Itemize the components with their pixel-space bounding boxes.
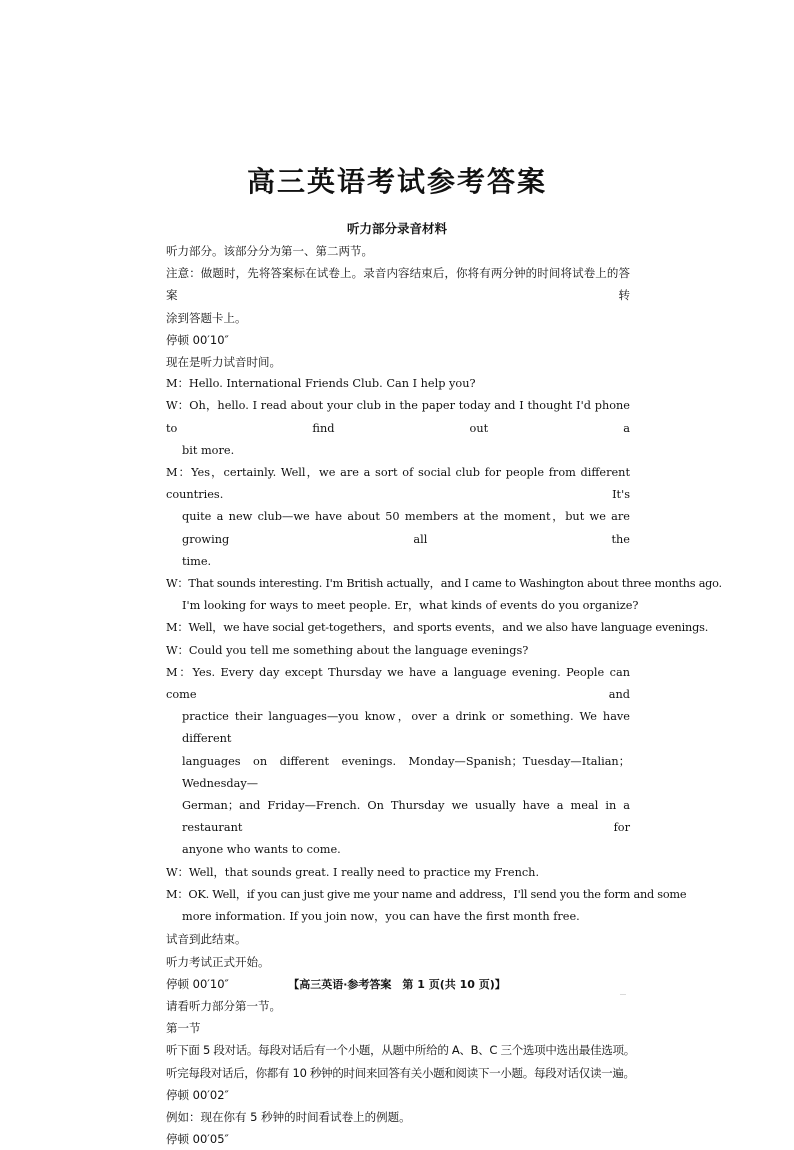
- dialogue-line: W：That sounds interesting. I'm British actually，and I came to Washington about three months ago.: [166, 577, 722, 591]
- page-footer: 【高三英语·参考答案 第 1 页(共 10 页)】: [288, 978, 506, 991]
- dialogue-line: M：Yes，certainly. Well，we are a sort of social club for people from different countries. It's: [166, 466, 630, 502]
- dialogue-line-continued: anyone who wants to come.: [182, 843, 341, 857]
- text-line: 听下面 5 段对话。每段对话后有一个小题，从题中所给的 A、B、C 三个选项中选出最佳选项。: [166, 1043, 635, 1058]
- text-line: 听完每段对话后，你都有 10 秒钟的时间来回答有关小题和阅读下一小题。每段对话仅读一遍。: [166, 1065, 635, 1080]
- dialogue-line-continued: time.: [182, 554, 212, 568]
- dialogue-line: W：Could you tell me something about the language evenings?: [166, 643, 529, 657]
- transcript-body: [166, 240, 722, 1150]
- text-line: 请看听力部分第一节。: [166, 998, 281, 1013]
- section-subtitle: 听力部分录音材料: [346, 221, 447, 236]
- document-title: 高三英语考试参考答案: [246, 165, 547, 198]
- text-line: 现在是听力试音时间。: [166, 355, 281, 370]
- dialogue-line-continued: I'm looking for ways to meet people. Er，what kinds of events do you organize?: [182, 599, 639, 613]
- pause-marker: 停顿 00′10″: [166, 976, 229, 991]
- dialogue-line-continued: bit more.: [182, 443, 235, 457]
- dialogue-line-continued: languages on different evenings. Monday—Spanish；Tuesday—Italian；Wednesday—: [182, 754, 630, 790]
- dialogue-line-continued: quite a new club—we have about 50 members at the moment，but we are growing all the: [182, 510, 630, 546]
- pause-marker: 停顿 00′10″: [166, 332, 229, 347]
- dialogue-line: M：Yes. Every day except Thursday we have a language evening. People can come and: [166, 665, 630, 702]
- text-line: 涂到答题卡上。: [166, 310, 247, 325]
- section-heading: 第一节: [166, 1021, 201, 1036]
- dialogue-line: W：Oh，hello. I read about your club in the paper today and I thought I'd phone to find out a: [166, 399, 630, 435]
- pause-marker: 停顿 00′02″: [166, 1087, 229, 1102]
- dialogue-line-continued: practice their languages—you know，over a drink or something. We have different: [182, 710, 630, 746]
- dialogue-line-continued: more information. If you join now，you can have the first month free.: [182, 910, 580, 924]
- dialogue-line: W：Well，that sounds great. I really need to practice my French.: [166, 865, 540, 879]
- text-line: 例如：现在你有 5 秒钟的时间看试卷上的例题。: [166, 1109, 411, 1124]
- text-line: 听力考试正式开始。: [166, 954, 270, 969]
- dialogue-line: M：Well，we have social get-togethers，and sports events，and we also have language evenings.: [166, 621, 709, 635]
- dialogue-line: M：Hello. International Friends Club. Can I help you?: [166, 377, 476, 391]
- text-line: 试音到此结束。: [166, 932, 247, 947]
- text-line: 注意：做题时，先将答案标在试卷上。录音内容结束后，你将有两分钟的时间将试卷上的答案转: [166, 266, 630, 303]
- pause-marker: 停顿 00′05″: [166, 1132, 229, 1147]
- text-line: 听力部分。该部分分为第一、第二两节。: [166, 244, 373, 258]
- dialogue-line-continued: German；and Friday—French. On Thursday we usually have a meal in a restaurant for: [182, 799, 630, 835]
- footer-mark: …: [620, 990, 626, 997]
- dialogue-line: M：OK. Well，if you can just give me your name and address，I'll send you the form and some: [166, 887, 687, 901]
